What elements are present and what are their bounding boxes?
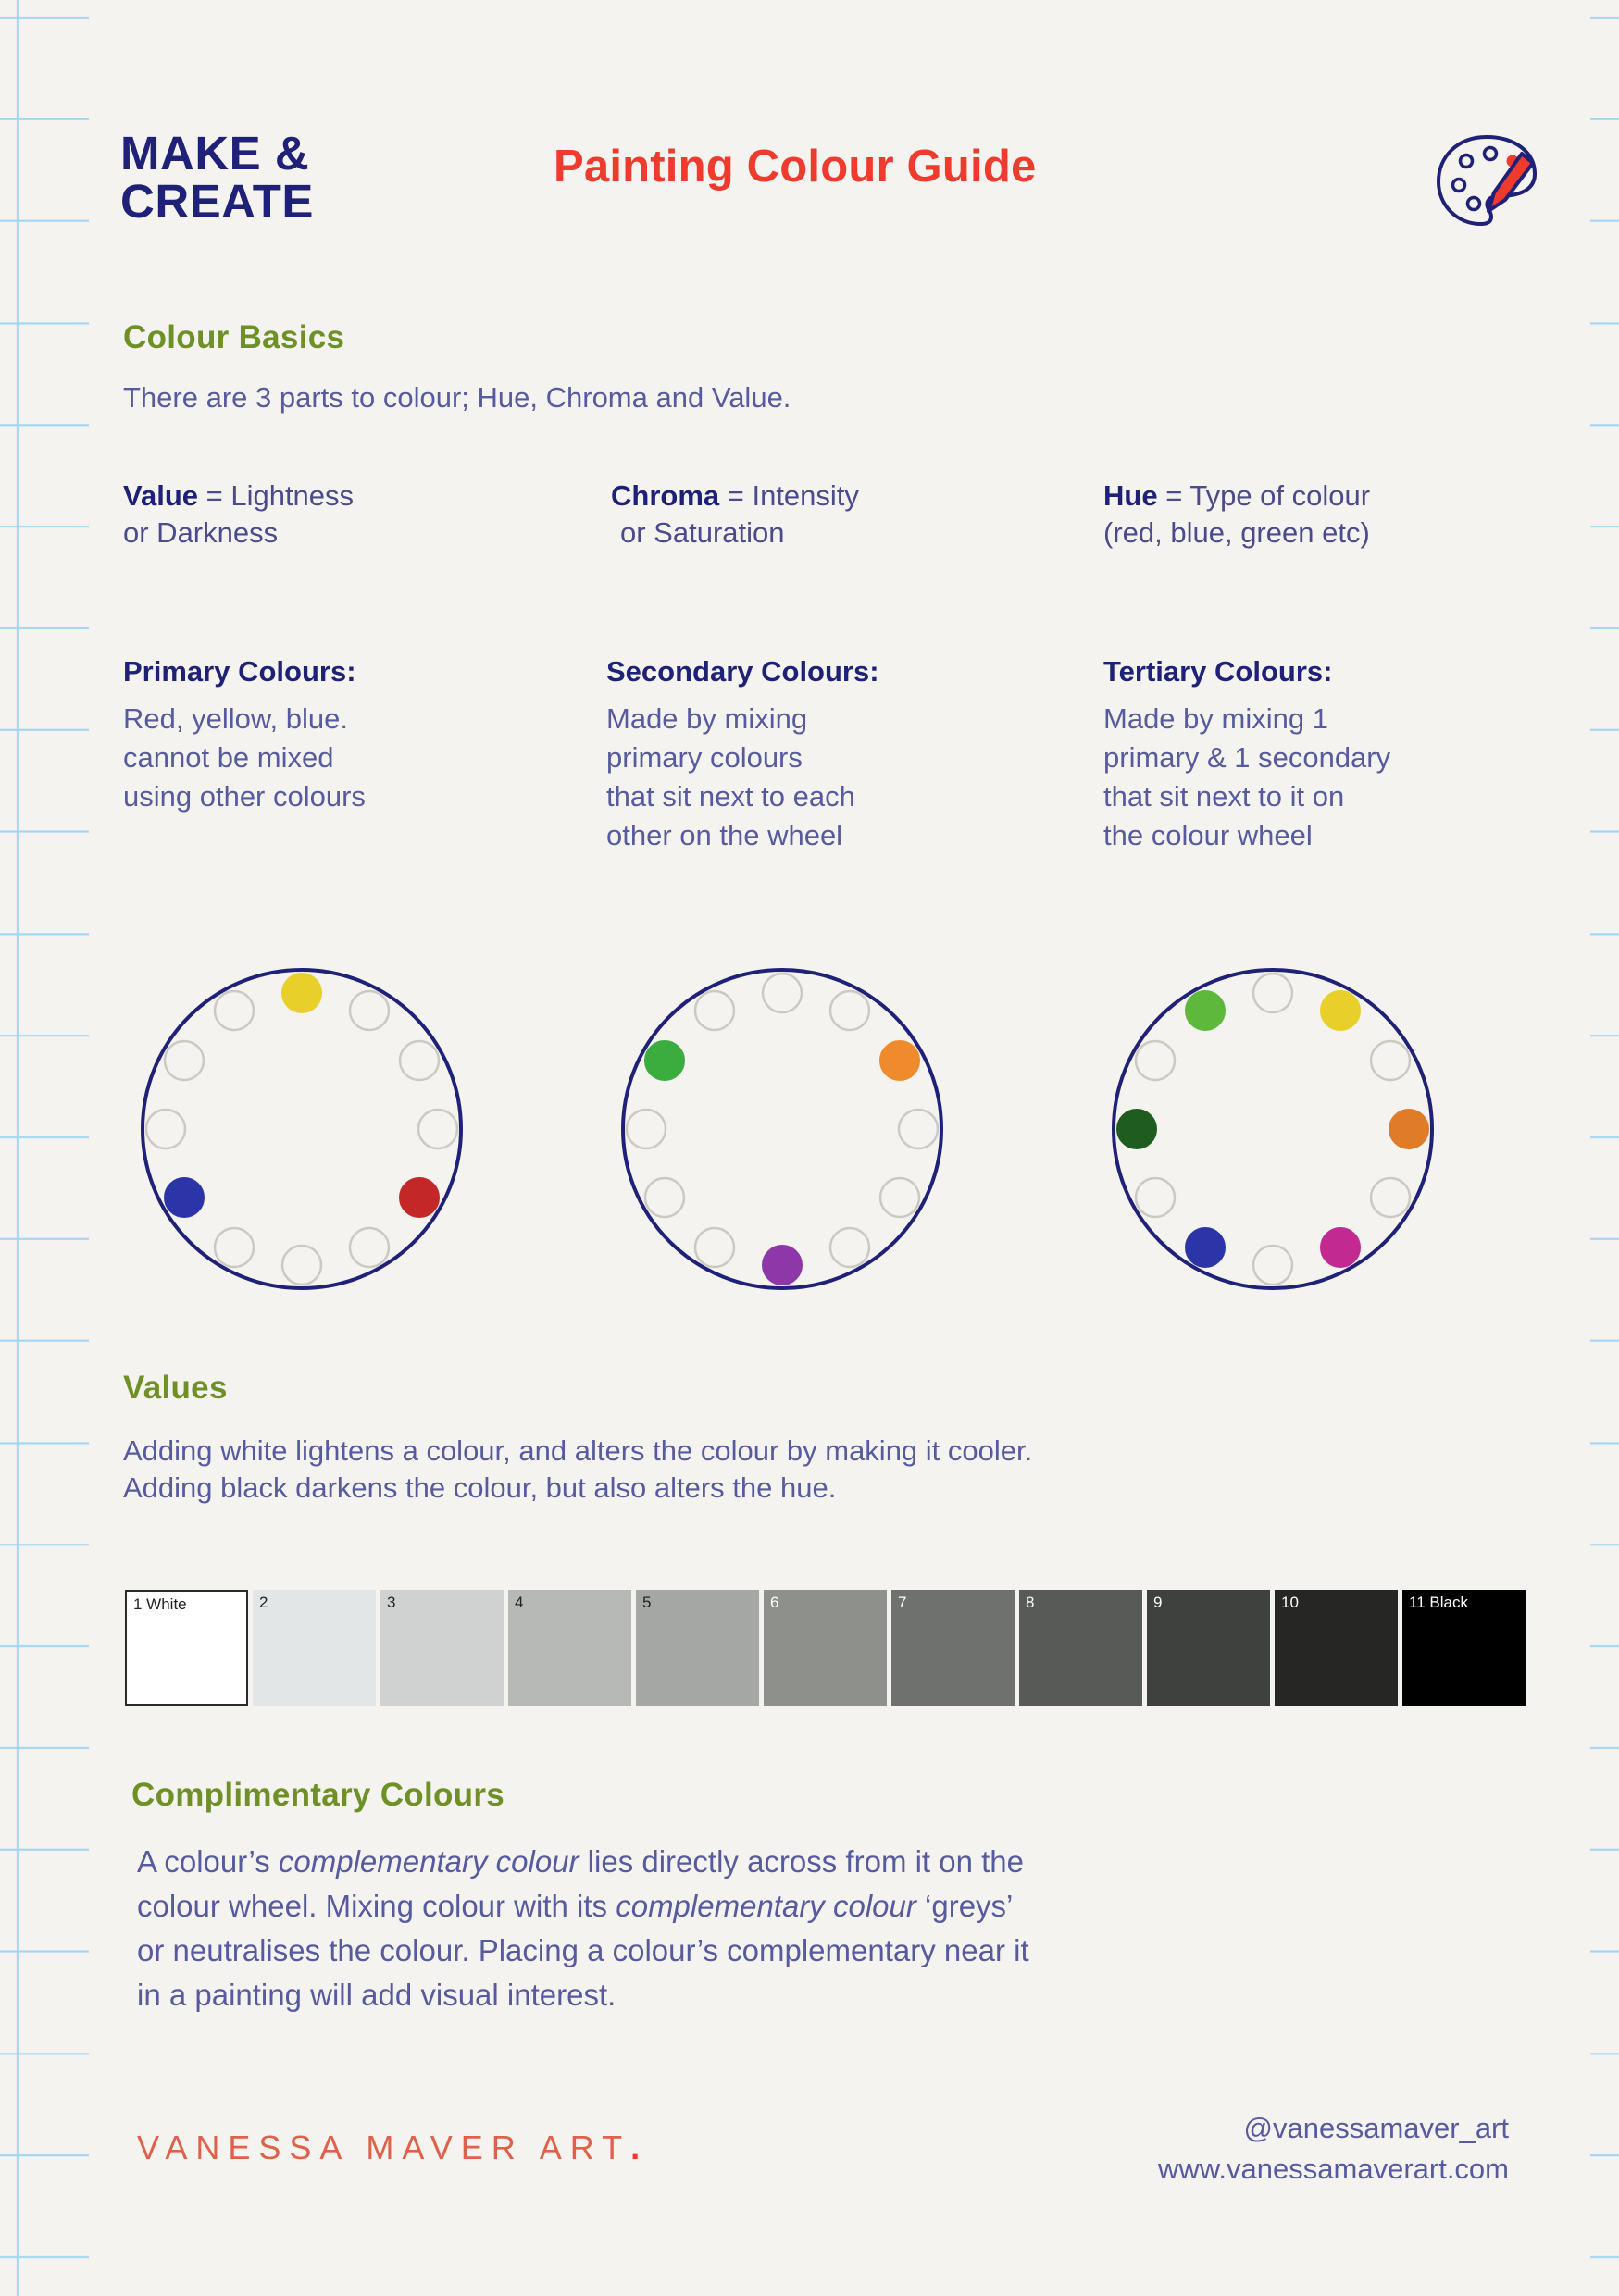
complimentary-line-3: or neutralises the colour. Placing a colour’s complementary near it (137, 1933, 1029, 1967)
term-value-name: Value (123, 479, 198, 512)
value-swatch (253, 1590, 376, 1706)
value-swatch-label: 8 (1026, 1594, 1035, 1611)
value-swatch-label: 7 (898, 1594, 907, 1611)
term-chroma-name: Chroma (611, 479, 720, 512)
column-body-tertiary (1103, 700, 1585, 855)
term-value (123, 478, 512, 552)
column-body-primary (123, 700, 586, 816)
value-swatch-label: 4 (515, 1594, 524, 1611)
comp-p2b: ‘greys’ (915, 1889, 1014, 1923)
section-heading-values: Values (123, 1370, 228, 1406)
term-hue-name: Hue (1103, 479, 1158, 512)
value-swatch-label: 10 (1281, 1594, 1299, 1611)
brand-logo (120, 127, 314, 228)
page-title: Painting Colour Guide (554, 142, 1037, 192)
column-body-secondary (606, 700, 1069, 855)
complimentary-line-1 (137, 1840, 1479, 1884)
palette-icon (1433, 131, 1542, 236)
tertiary-line-4: the colour wheel (1103, 819, 1313, 851)
complimentary-line-2 (137, 1884, 1479, 1929)
value-swatch (764, 1590, 887, 1706)
primary-line-1: Red, yellow, blue. (123, 702, 348, 735)
value-swatch (380, 1590, 504, 1706)
primary-line-2: cannot be mixed (123, 741, 334, 774)
value-swatch (125, 1590, 248, 1706)
term-hue-def2: (red, blue, green etc) (1103, 516, 1370, 549)
footer-brand-dot: . (630, 2128, 641, 2166)
term-value-def: = Lightness (198, 479, 355, 512)
complimentary-body (137, 1840, 1479, 2017)
values-line-1: Adding white lightens a colour, and alters the colour by making it cooler. (123, 1434, 1033, 1467)
value-swatch-label: 1 White (133, 1595, 187, 1613)
secondary-colour-wheel (606, 935, 958, 1328)
colour-basics-intro: There are 3 parts to colour; Hue, Chroma and Value. (123, 381, 791, 414)
tertiary-line-2: primary & 1 secondary (1103, 741, 1391, 774)
value-swatch-label: 5 (642, 1594, 652, 1611)
value-swatch-label: 2 (259, 1594, 268, 1611)
tertiary-colour-wheel (1097, 935, 1449, 1328)
tertiary-line-3: that sit next to it on (1103, 780, 1345, 813)
value-swatch (1019, 1590, 1142, 1706)
term-value-def2: or Darkness (123, 516, 279, 549)
value-swatch-label: 6 (770, 1594, 779, 1611)
footer-handle[interactable]: @vanessamaver_art (1243, 2112, 1509, 2144)
value-swatch-label: 11 Black (1409, 1594, 1468, 1611)
value-swatch (1402, 1590, 1526, 1706)
secondary-line-2: primary colours (606, 741, 803, 774)
primary-colour-wheel (126, 935, 478, 1328)
comp-p2a: colour wheel. Mixing colour with its (137, 1889, 616, 1923)
value-swatch-label: 9 (1153, 1594, 1163, 1611)
secondary-line-4: other on the wheel (606, 819, 843, 851)
value-swatch (1147, 1590, 1270, 1706)
comp-p1i: complementary colour (278, 1844, 579, 1879)
value-swatch (636, 1590, 759, 1706)
term-hue (1103, 478, 1529, 552)
header (120, 127, 1509, 250)
comp-p2i: complementary colour (616, 1889, 916, 1923)
secondary-line-3: that sit next to each (606, 780, 855, 813)
comp-p1b: lies directly across from it on the (579, 1844, 1025, 1879)
footer-contact (1065, 2108, 1509, 2190)
value-swatch (1275, 1590, 1398, 1706)
footer-website[interactable]: www.vanessamaverart.com (1157, 2153, 1509, 2185)
column-heading-tertiary: Tertiary Colours: (1103, 655, 1333, 688)
term-hue-def: = Type of colour (1157, 479, 1371, 512)
term-chroma (611, 478, 1000, 552)
footer-brand (137, 2128, 640, 2167)
section-heading-colour-basics: Colour Basics (123, 319, 345, 355)
term-chroma-def2: or Saturation (620, 516, 785, 549)
values-line-2: Adding black darkens the colour, but also alters the hue. (123, 1471, 837, 1504)
values-body (123, 1433, 1512, 1507)
term-chroma-def: = Intensity (719, 479, 859, 512)
column-heading-primary: Primary Colours: (123, 655, 356, 688)
primary-line-3: using other colours (123, 780, 366, 813)
footer-brand-text: VANESSA MAVER ART (137, 2128, 631, 2166)
complimentary-line-4: in a painting will add visual interest. (137, 1978, 616, 2012)
value-swatch-label: 3 (387, 1594, 396, 1611)
value-scale-strip (125, 1590, 1526, 1706)
comp-p1a: A colour’s (137, 1844, 279, 1879)
section-heading-complimentary: Complimentary Colours (131, 1777, 505, 1813)
brand-line-2: CREATE (120, 175, 314, 228)
value-swatch (891, 1590, 1015, 1706)
column-heading-secondary: Secondary Colours: (606, 655, 879, 688)
tertiary-line-1: Made by mixing 1 (1103, 702, 1328, 735)
secondary-line-1: Made by mixing (606, 702, 808, 735)
brand-line-1: MAKE & (120, 127, 310, 180)
value-swatch (508, 1590, 631, 1706)
